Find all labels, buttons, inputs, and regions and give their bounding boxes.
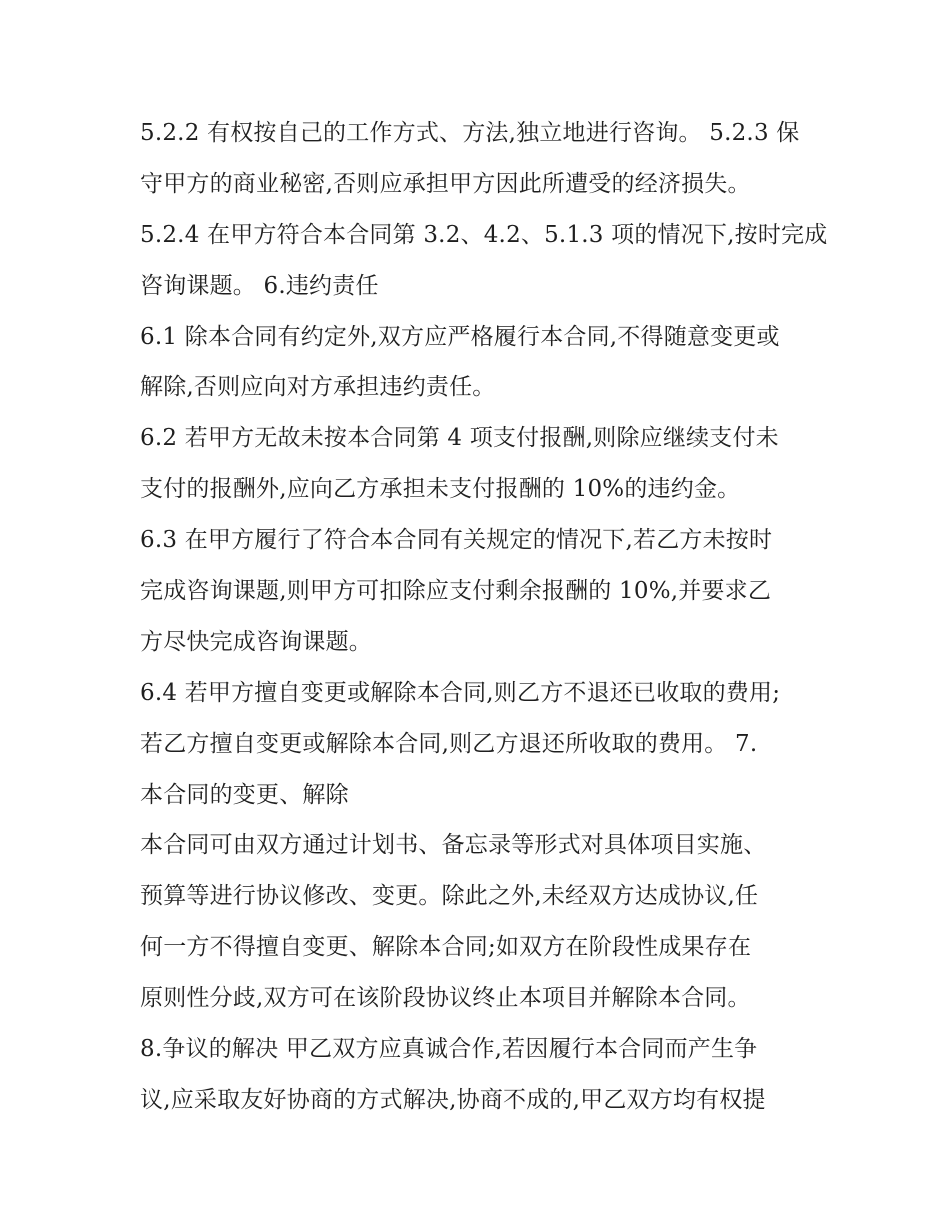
text-line: 6.1 除本合同有约定外,双方应严格履行本合同,不得随意变更或 xyxy=(140,323,780,350)
text-line: 解除,否则应向对方承担违约责任。 xyxy=(140,374,496,401)
text-line: 若乙方擅自变更或解除本合同,则乙方退还所收取的费用。 7. xyxy=(140,730,758,757)
contract-body-text xyxy=(140,108,828,1126)
text-line: 8.争议的解决 甲乙双方应真诚合作,若因履行本合同而产生争 xyxy=(140,1036,758,1063)
text-line: 6.2 若甲方无故未按本合同第 4 项支付报酬,则除应继续支付未 xyxy=(140,425,779,452)
text-line: 方尽快完成咨询课题。 xyxy=(140,628,372,655)
text-line: 6.3 在甲方履行了符合本合同有关规定的情况下,若乙方未按时 xyxy=(140,527,773,554)
text-line: 完成咨询课题,则甲方可扣除应支付剩余报酬的 10%,并要求乙 xyxy=(140,578,772,605)
text-line: 原则性分歧,双方可在该阶段协议终止本项目并解除本合同。 xyxy=(140,985,751,1012)
text-line: 本合同可由双方通过计划书、备忘录等形式对具体项目实施、 xyxy=(140,832,767,859)
text-line: 何一方不得擅自变更、解除本合同;如双方在阶段性成果存在 xyxy=(140,934,752,961)
text-line: 咨询课题。 6.违约责任 xyxy=(140,272,379,299)
text-line: 6.4 若甲方擅自变更或解除本合同,则乙方不退还已收取的费用; xyxy=(140,679,781,706)
text-line: 预算等进行协议修改、变更。除此之外,未经双方达成协议,任 xyxy=(140,883,759,910)
text-line: 5.2.2 有权按自己的工作方式、方法,独立地进行咨询。 5.2.3 保 xyxy=(140,120,800,146)
text-line: 议,应采取友好协商的方式解决,协商不成的,甲乙双方均有权提 xyxy=(140,1086,766,1113)
text-line: 支付的报酬外,应向乙方承担未支付报酬的 10%的违约金。 xyxy=(140,476,741,503)
text-line: 守甲方的商业秘密,否则应承担甲方因此所遭受的经济损失。 xyxy=(140,170,751,197)
text-line: 本合同的变更、解除 xyxy=(140,781,349,808)
text-line: 5.2.4 在甲方符合本合同第 3.2、4.2、5.1.3 项的情况下,按时完成 xyxy=(140,221,828,248)
